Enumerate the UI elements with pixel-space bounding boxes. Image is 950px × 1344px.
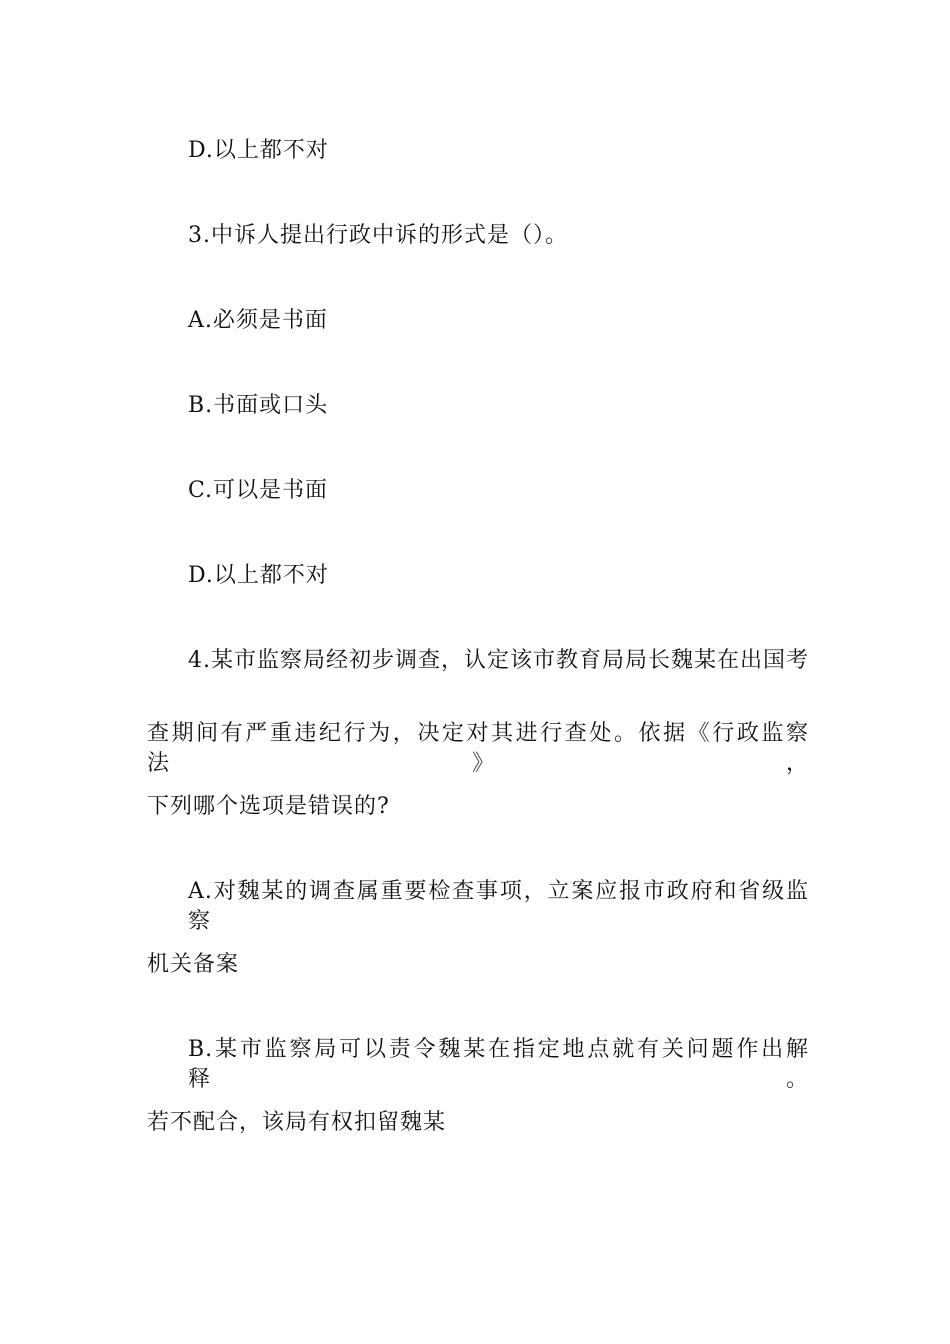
option-b-q4-line-2: 若不配合，该局有权扣留魏某 bbox=[147, 1110, 447, 1135]
option-b-q4-line-1: B.某市监察局可以责令魏某在指定地点就有关问题作出解释。 bbox=[188, 1037, 809, 1092]
option-a-q4-line-1: A.对魏某的调查属重要检查事项，立案应报市政府和省级监察 bbox=[188, 879, 809, 934]
question-3: 3.中诉人提出行政中诉的形式是（）。 bbox=[188, 223, 568, 248]
option-b-q3: B.书面或口头 bbox=[188, 393, 329, 418]
option-d-q3: D.以上都不对 bbox=[188, 563, 329, 588]
option-d-q2: D.以上都不对 bbox=[188, 138, 329, 163]
question-4-line-1: 4.某市监察局经初步调查，认定该市教育局局长魏某在出国考 bbox=[188, 648, 809, 673]
question-4-line-3: 下列哪个选项是错误的? bbox=[147, 794, 390, 819]
question-4-line-2: 查期间有严重违纪行为，决定对其进行查处。依据《行政监察法》， bbox=[147, 721, 809, 776]
option-c-q3: C.可以是书面 bbox=[188, 478, 329, 503]
option-a-q4-line-2: 机关备案 bbox=[147, 952, 240, 977]
option-a-q3: A.必须是书面 bbox=[188, 308, 328, 333]
